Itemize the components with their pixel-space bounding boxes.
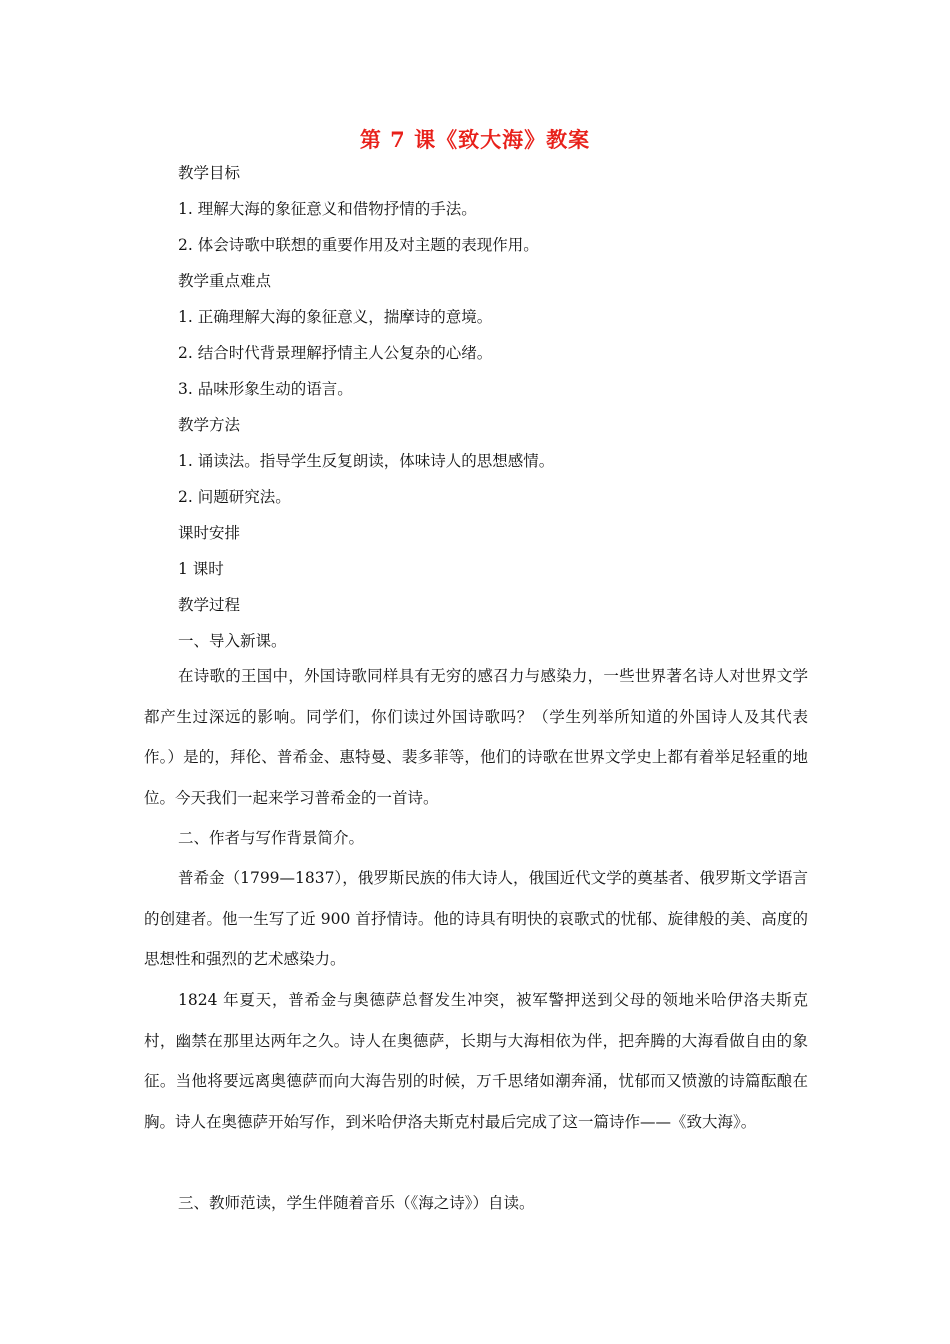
key-point-3: 3. 品味形象生动的语言。 [178, 380, 353, 398]
section-1-heading: 一、导入新课。 [178, 632, 287, 650]
background-paragraph: 1824 年夏天，普希金与奥德萨总督发生冲突，被军警押送到父母的领地米哈伊洛夫斯克村，幽禁在那里达两年之久。诗人在奥德萨，长期与大海相依为伴，把奔腾的大海看做自由的象征。当他将要远离奥德萨而向大海告别的时候，万千思绪如潮奔涌，忧郁而又愤激的诗篇酝酿在胸。诗人在奥德萨开始写作，到米哈伊洛夫斯克村最后完成了这一篇诗作——《致大海》。 [144, 991, 808, 1131]
goal-item-1: 1. 理解大海的象征意义和借物抒情的手法。 [178, 200, 477, 218]
intro-paragraph: 在诗歌的王国中，外国诗歌同样具有无穷的感召力与感染力，一些世界著名诗人对世界文学都产生过深远的影响。同学们，你们读过外国诗歌吗？（学生列举所知道的外国诗人及其代表作。）是的，拜伦、普希金、惠特曼、裴多菲等，他们的诗歌在世界文学史上都有着举足轻重的地位。今天我们一起来学习普希金的一首诗。 [144, 667, 808, 807]
method-item-1: 1. 诵读法。指导学生反复朗读，体味诗人的思想感情。 [178, 452, 555, 470]
section-2-heading: 二、作者与写作背景简介。 [178, 829, 365, 847]
document-title: 第 7 课《致大海》教案 [359, 127, 591, 152]
heading-teaching-process: 教学过程 [178, 596, 241, 614]
key-point-2: 2. 结合时代背景理解抒情主人公复杂的心绪。 [178, 344, 493, 362]
heading-key-points: 教学重点难点 [178, 272, 272, 290]
heading-teaching-goals: 教学目标 [178, 164, 241, 182]
section-3-heading: 三、教师范读，学生伴随着音乐（《海之诗》）自读。 [178, 1194, 535, 1212]
method-item-2: 2. 问题研究法。 [178, 488, 291, 506]
goal-item-2: 2. 体会诗歌中联想的重要作用及对主题的表现作用。 [178, 236, 539, 254]
heading-teaching-methods: 教学方法 [178, 416, 241, 434]
key-point-1: 1. 正确理解大海的象征意义，揣摩诗的意境。 [178, 308, 493, 326]
schedule-value: 1 课时 [178, 560, 224, 578]
author-paragraph: 普希金（1799—1837），俄罗斯民族的伟大诗人，俄国近代文学的奠基者、俄罗斯文学语言的创建者。他一生写了近 900 首抒情诗。他的诗具有明快的哀歌式的忧郁、旋律般的美、高度的思想性和强烈的艺术感染力。 [144, 869, 808, 968]
heading-schedule: 课时安排 [178, 524, 241, 542]
